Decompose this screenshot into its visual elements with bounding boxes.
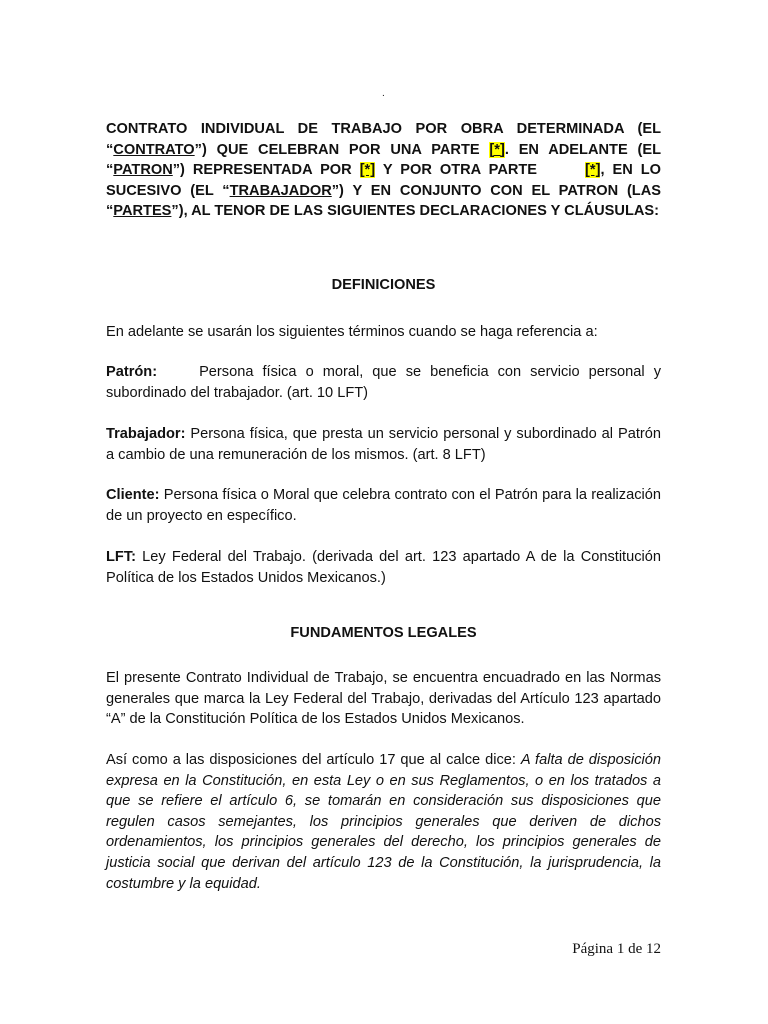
fundamentos-paragraph-1: El presente Contrato Individual de Trabajo, se encuentra encuadrado en las Normas generales que marca la Ley Federal del Trabajo, derivadas del Artículo 123 apartado “A” de la Constitución Política de los Estados Unidos Mexicanos. (106, 670, 661, 728)
title-text: . EN ADELANTE (EL “ (106, 141, 661, 179)
header-dot: . (382, 88, 385, 99)
section-heading-definiciones: DEFINICIONES (331, 277, 436, 293)
definition-patron (106, 362, 661, 403)
definition-term: Cliente: (106, 487, 160, 503)
article-17-quote: A falta de disposición expresa en la Constitución, en esta Ley o en sus Reglamentos, o en los tratados a que se refiere el artículo 6, se tomarán en consideración sus disposiciones que regulen casos semejantes, los principios generales que deriven de dichos ordenamientos, los principios generales del derecho, los principios generales de justicia social que derivan del artículo 123 de la Constitución, la jurisprudencia, la costumbre y la equidad. (106, 752, 662, 892)
term-trabajador: TRABAJADOR (229, 182, 332, 199)
title-text: Y POR OTRA PARTE (375, 162, 546, 179)
definition-lft (106, 547, 661, 588)
term-contrato: CONTRATO (113, 141, 195, 158)
placeholder-highlight: [*] (489, 141, 505, 158)
title-text: ”) Y EN CONJUNTO CON EL PATRON (LAS “ (106, 182, 661, 220)
definitions-intro: En adelante se usarán los siguientes términos cuando se haga referencia a: (106, 324, 598, 340)
term-patron: PATRON (113, 162, 173, 179)
definition-text: Persona física, que presta un servicio personal y subordinado al Patrón a cambio de una remuneración de los mismos. (art. 8 LFT) (106, 426, 661, 463)
definition-term: Patrón: (106, 364, 158, 380)
definition-term: LFT: (106, 549, 136, 565)
contract-title (106, 119, 661, 222)
title-text: CONTRATO INDIVIDUAL DE TRABAJO POR OBRA DETERMINADA (EL “ (106, 121, 661, 158)
title-text: ”) REPRESENTADA POR (172, 162, 360, 179)
fundamentos-paragraph-2 (106, 750, 661, 894)
definition-term: Trabajador: (106, 426, 186, 442)
definition-cliente (106, 485, 661, 526)
page-number: Página 1 de 12 (572, 941, 661, 957)
term-partes: PARTES (113, 203, 172, 220)
definition-text: Ley Federal del Trabajo. (derivada del art. 123 apartado A de la Constitución Política de los Estados Unidos Mexicanos.) (106, 549, 661, 586)
placeholder-highlight: [*] (585, 162, 601, 179)
document-page (106, 0, 661, 1024)
definition-trabajador (106, 424, 661, 465)
placeholder-highlight: [*] (359, 162, 376, 179)
definition-text: Persona física o Moral que celebra contrato con el Patrón para la realización de un proyecto en específico. (106, 487, 661, 524)
paragraph-text: Así como a las disposiciones del artículo 17 que al calce dice: (106, 752, 521, 768)
title-text: ”) QUE CELEBRAN POR UNA PARTE (194, 141, 490, 158)
section-heading-fundamentos: FUNDAMENTOS LEGALES (290, 625, 477, 641)
definition-text: Persona física o moral, que se beneficia con servicio personal y subordinado del trabajador. (art. 10 LFT) (106, 364, 661, 401)
title-text: , EN LO SUCESIVO (EL “ (106, 162, 661, 199)
title-text: ”), AL TENOR DE LAS SIGUIENTES DECLARACIONES Y CLÁUSULAS: (171, 203, 660, 220)
